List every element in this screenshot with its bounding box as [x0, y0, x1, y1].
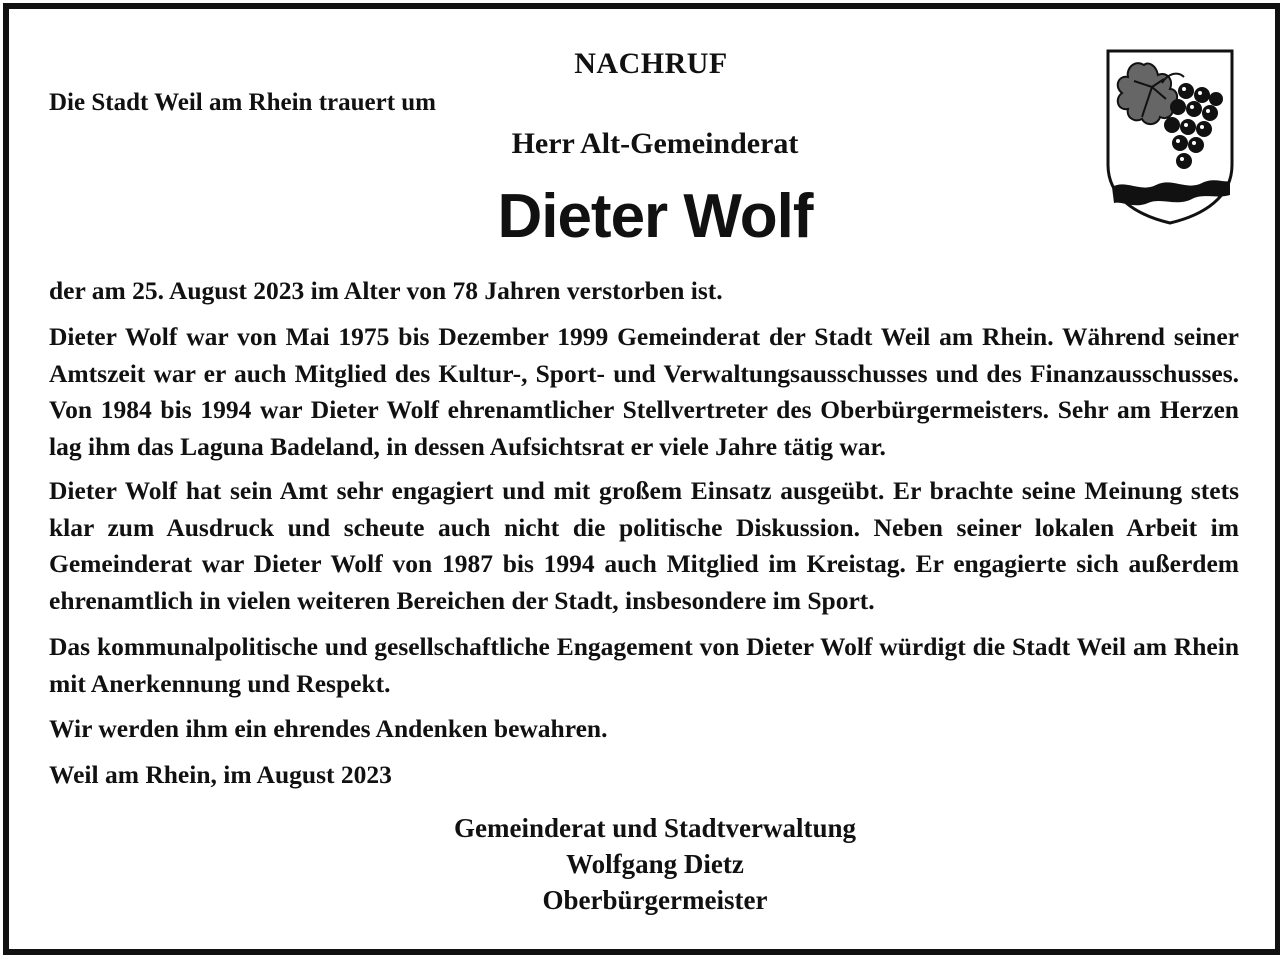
recognition-paragraph — [49, 629, 1239, 702]
notice-frame — [3, 3, 1280, 955]
place-date-paragraph — [49, 757, 1239, 794]
memory-paragraph — [49, 711, 1239, 748]
deceased-name: Dieter Wolf — [497, 182, 813, 251]
signature-name: Wolfgang Dietz — [566, 849, 744, 879]
career-text: Dieter Wolf war von Mai 1975 bis Dezember 1999 Gemeinderat der Stadt Weil am Rhein. Während seiner Amtszeit war er auch Mitglied des Kultur-, Sport- und Verwaltungsausschusses und des Finanzausschusses. Von 1984 bis 1994 war Dieter Wolf ehrenamtlicher Stellvertreter des Oberbürgermeisters. Sehr am Herzen lag ihm das Laguna Badeland, in dessen Aufsichtsrat er viele Jahre tätig war. — [49, 322, 1239, 461]
career-paragraph — [49, 319, 1239, 465]
memory-text: Wir werden ihm ein ehrendes Andenken bewahren. — [49, 714, 608, 743]
death-text: der am 25. August 2023 im Alter von 78 Jahren verstorben ist. — [49, 276, 723, 305]
engagement-paragraph — [49, 473, 1239, 619]
place-date-text: Weil am Rhein, im August 2023 — [49, 760, 392, 789]
honorific-title: Herr Alt-Gemeinderat — [511, 127, 799, 160]
intro-line: Die Stadt Weil am Rhein trauert um — [49, 89, 437, 116]
recognition-text: Das kommunalpolitische und gesellschaftliche Engagement von Dieter Wolf würdigt die Stadt Weil am Rhein mit Anerkennung und Respekt. — [49, 632, 1239, 698]
coat-of-arms-grapes-icon — [1104, 47, 1236, 225]
signature-organization: Gemeinderat und Stadtverwaltung — [453, 813, 856, 843]
death-paragraph — [49, 273, 1239, 310]
notice-heading: NACHRUF — [574, 47, 728, 80]
engagement-text: Dieter Wolf hat sein Amt sehr engagiert und mit großem Einsatz ausgeübt. Er brachte seine Meinung stets klar zum Ausdruck und scheute auch nicht die politische Diskussion. Neben seiner lokalen Arbeit im Gemeinderat war Dieter Wolf von 1987 bis 1994 auch Mitglied im Kreistag. Er engagierte sich außerdem ehrenamtlich in vielen weiteren Bereichen der Stadt, insbesondere im Sport. — [49, 476, 1239, 615]
signature-role: Oberbürgermeister — [542, 885, 768, 915]
